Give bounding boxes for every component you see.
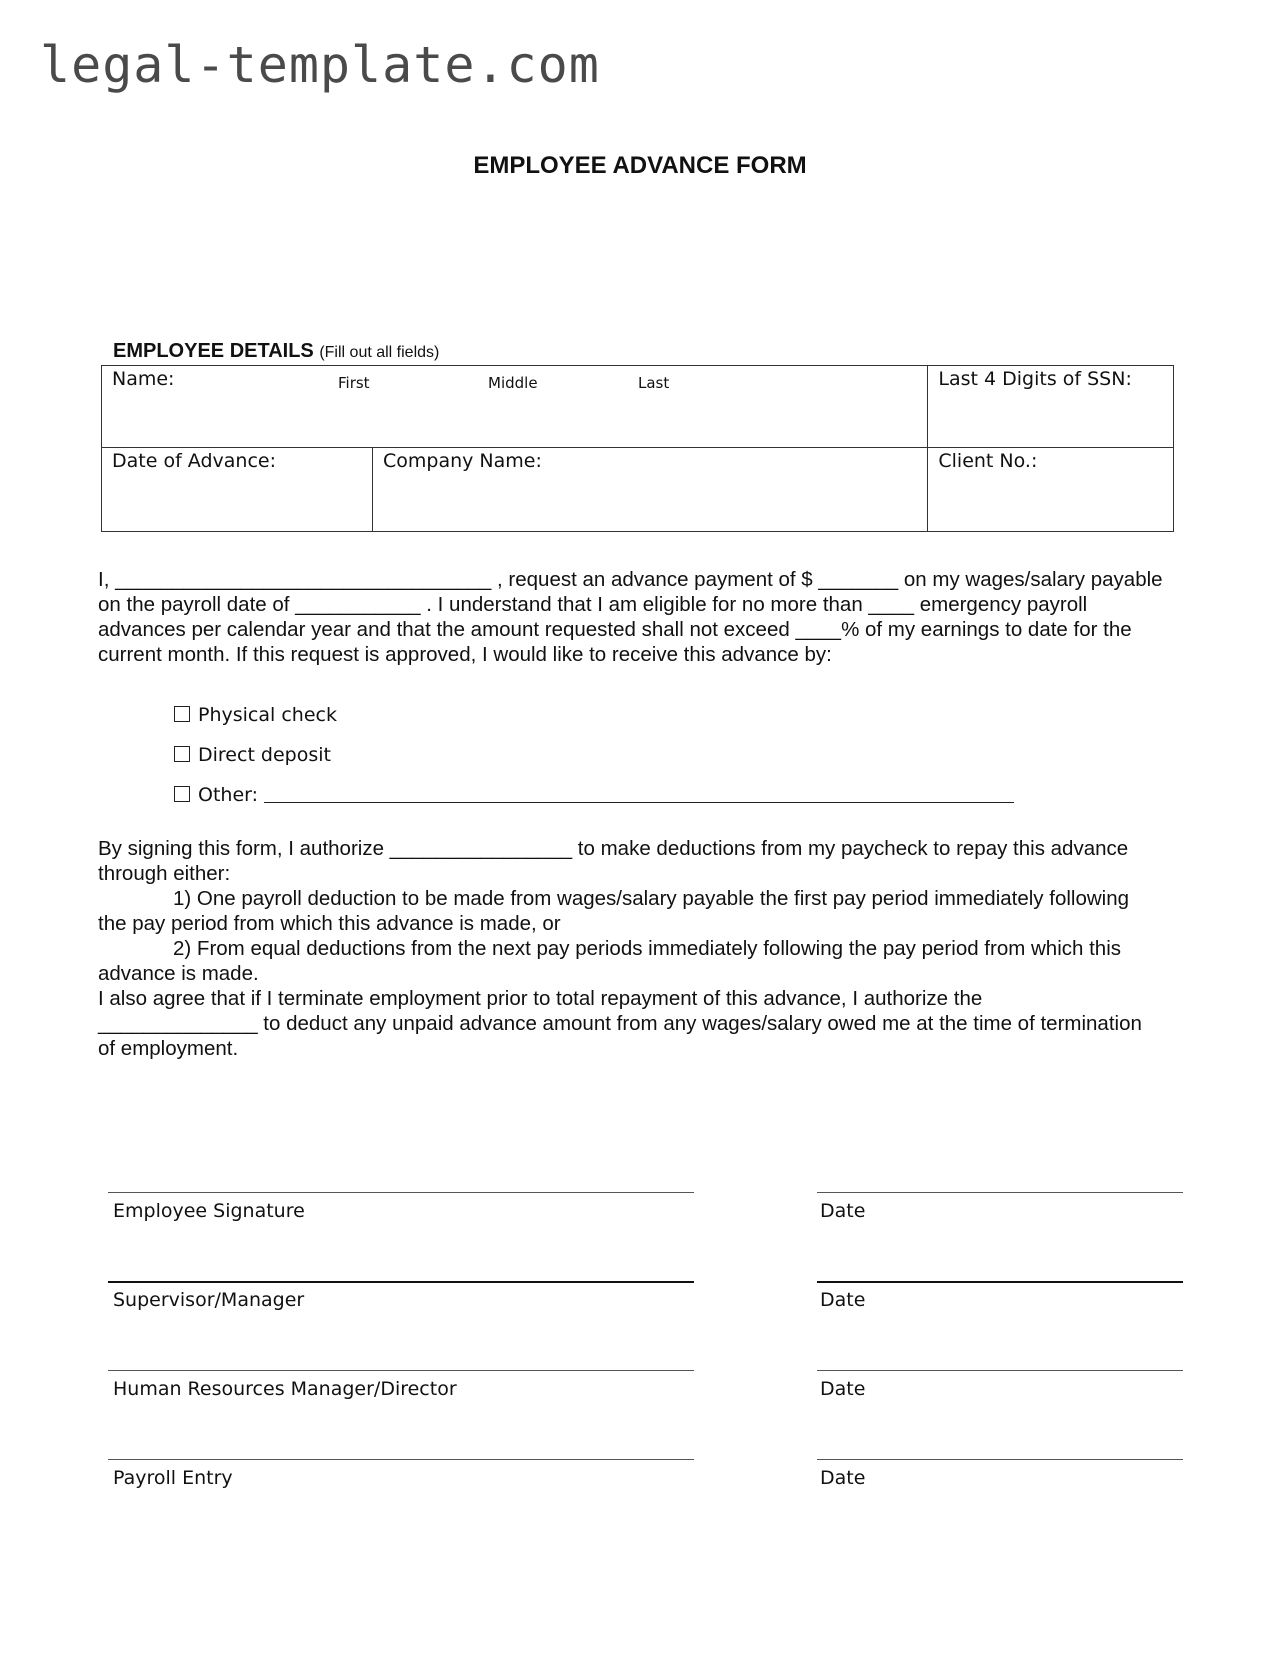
auth-line: the pay period from which this advance is made, or [98, 912, 561, 935]
auth-line: 2) From equal deductions from the next pay periods immediately following the pay period from which this [173, 937, 1122, 960]
name-field[interactable] [102, 366, 928, 448]
last-label: Last [638, 374, 670, 392]
checkbox-icon[interactable] [174, 706, 190, 722]
hr-date-label: Date [820, 1378, 866, 1400]
client-no-label: Client No.: [938, 450, 1038, 472]
auth-line: 1) One payroll deduction to be made from wages/salary payable the first pay period immediately following [173, 887, 1130, 910]
auth-line: I also agree that if I terminate employment prior to total repayment of this advance, I authorize the [98, 987, 983, 1010]
checkbox-icon[interactable] [174, 786, 190, 802]
hr-signature-line[interactable] [108, 1370, 694, 1371]
first-label: First [338, 374, 370, 392]
option-label: Direct deposit [198, 744, 331, 766]
date-of-advance-label: Date of Advance: [112, 450, 276, 472]
auth-line: through either: [98, 862, 231, 885]
client-no-field[interactable] [928, 448, 1174, 532]
name-label: Name: [112, 368, 175, 390]
hr-signature-label: Human Resources Manager/Director [113, 1378, 457, 1400]
supervisor-date-label: Date [820, 1289, 866, 1311]
employee-signature-label: Employee Signature [113, 1200, 305, 1222]
employee-signature-line[interactable] [108, 1192, 694, 1193]
company-name-label: Company Name: [383, 450, 542, 472]
option-other[interactable] [174, 782, 1014, 822]
auth-line: ______________ to deduct any unpaid advance amount from any wages/salary owed me at the time of termination [98, 1012, 1142, 1035]
payroll-date-line[interactable] [817, 1459, 1183, 1460]
hr-date-line[interactable] [817, 1370, 1183, 1371]
ssn-label: Last 4 Digits of SSN: [938, 368, 1132, 390]
middle-label: Middle [488, 374, 538, 392]
auth-line: of employment. [98, 1037, 239, 1060]
checkbox-icon[interactable] [174, 746, 190, 762]
section-heading-text: EMPLOYEE DETAILS [113, 340, 314, 362]
payroll-signature-line[interactable] [108, 1459, 694, 1460]
payroll-entry-label: Payroll Entry [113, 1467, 233, 1489]
watermark: legal-template.com [40, 36, 600, 94]
section-heading [113, 340, 439, 363]
option-label: Physical check [198, 704, 337, 726]
date-of-advance-field[interactable] [102, 448, 373, 532]
supervisor-date-line[interactable] [817, 1281, 1183, 1283]
option-label: Other: [198, 784, 259, 806]
request-paragraph [98, 567, 1188, 667]
option-physical-check[interactable] [174, 702, 1014, 742]
auth-line: advance is made. [98, 962, 259, 985]
employee-date-label: Date [820, 1200, 866, 1222]
authorization-paragraph [98, 836, 1188, 1061]
supervisor-signature-label: Supervisor/Manager [113, 1289, 305, 1311]
employee-date-line[interactable] [817, 1192, 1183, 1193]
request-line: current month. If this request is approved, I would like to receive this advance by: [98, 643, 832, 666]
other-input-line[interactable] [264, 784, 1014, 803]
payment-method-options [174, 702, 1014, 822]
form-title: EMPLOYEE ADVANCE FORM [473, 152, 807, 179]
employee-details-table [101, 365, 1174, 532]
company-name-field[interactable] [373, 448, 928, 532]
supervisor-signature-line[interactable] [108, 1281, 694, 1283]
ssn-field[interactable] [928, 366, 1174, 448]
request-line: I, _________________________________ , request an advance payment of $ _______ on my wages/salary payable [98, 568, 1163, 591]
payroll-date-label: Date [820, 1467, 866, 1489]
request-line: on the payroll date of ___________ . I understand that I am eligible for no more than ____ emergency payroll [98, 593, 1088, 616]
section-note: (Fill out all fields) [319, 344, 440, 361]
auth-line: By signing this form, I authorize ________________ to make deductions from my paycheck to repay this advance [98, 837, 1129, 860]
option-direct-deposit[interactable] [174, 742, 1014, 782]
request-line: advances per calendar year and that the amount requested shall not exceed ____% of my earnings to date for the [98, 618, 1132, 641]
